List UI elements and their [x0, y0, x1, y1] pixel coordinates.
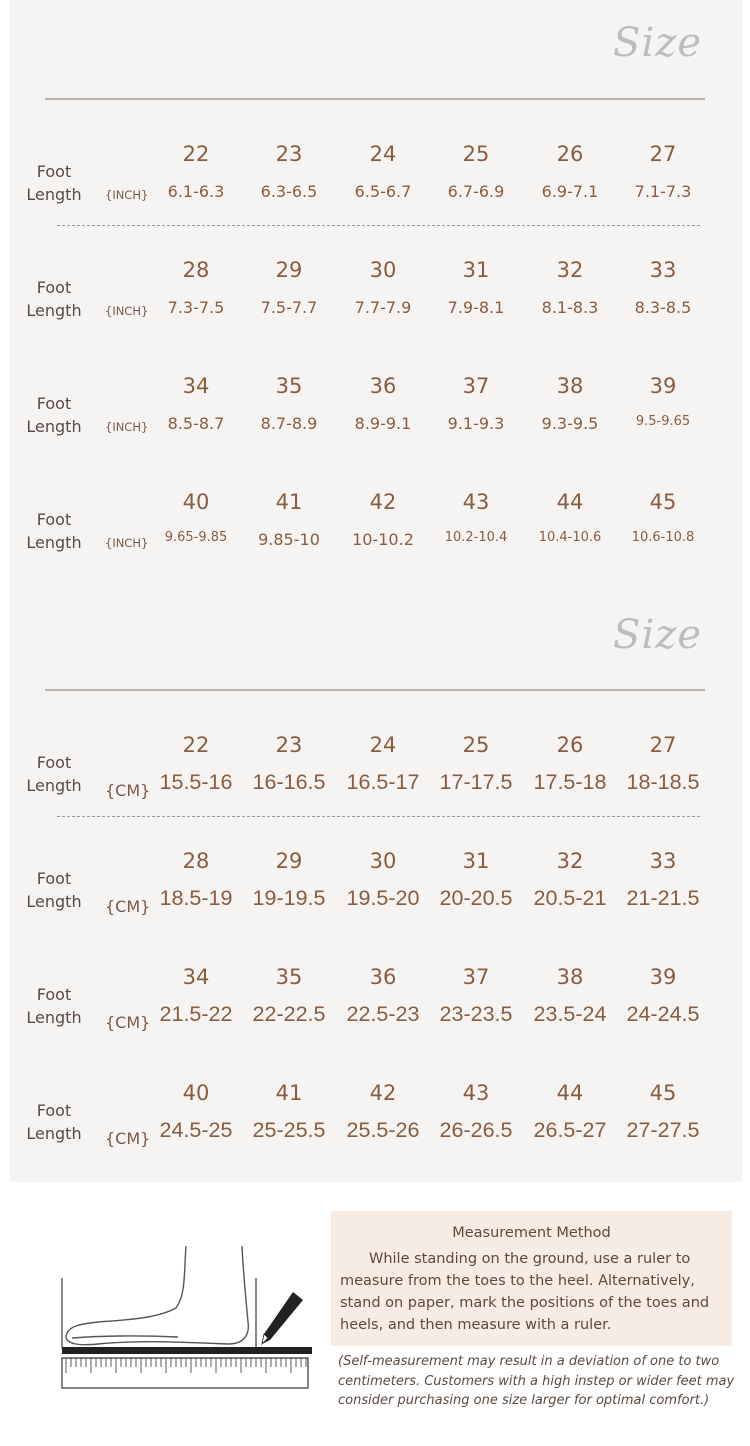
- foot-length-value: 16.5-17: [346, 770, 420, 794]
- pencil-icon: [262, 1292, 303, 1344]
- foot-length-value: 18.5-19: [159, 886, 233, 910]
- foot-length-value: 10.2-10.4: [444, 530, 508, 545]
- size-number: 36: [369, 965, 397, 989]
- size-number: 45: [649, 490, 677, 514]
- foot-label-line2: Length: [26, 301, 82, 320]
- size-number: 24: [369, 733, 397, 757]
- size-number: 42: [369, 1081, 397, 1105]
- size-number: 25: [462, 142, 490, 166]
- foot-length-value: 7.7-7.9: [354, 298, 412, 317]
- measurement-note: (Self-measurement may result in a deviation of one to two centimeters. Customers with a high instep or wider feet may consider purchasing one size larger for optimal comfort.): [338, 1354, 735, 1408]
- foot-length-value: 26.5-27: [533, 1118, 607, 1142]
- foot-label-line2: Length: [26, 417, 82, 436]
- foot-length-value: 20.5-21: [533, 886, 607, 910]
- size-number: 25: [462, 733, 490, 757]
- foot-length-value: 8.1-8.3: [541, 298, 599, 317]
- inch_section-unit-label: {INCH}: [105, 188, 149, 202]
- foot-length-value: 7.9-8.1: [447, 298, 505, 317]
- size-number: 23: [275, 733, 303, 757]
- foot-length-value: 9.85-10: [258, 530, 320, 549]
- cm_section-foot-label: [24, 751, 84, 797]
- size-number: 29: [275, 849, 303, 873]
- foot-length-value: 7.1-7.3: [634, 182, 692, 201]
- size-number: 37: [462, 965, 490, 989]
- size-number: 38: [556, 965, 584, 989]
- foot-length-value: 9.3-9.5: [541, 414, 599, 433]
- cm-dashed-divider: [57, 816, 700, 817]
- foot-length-value: 6.1-6.3: [167, 182, 225, 201]
- foot-length-value: 6.5-6.7: [354, 182, 412, 201]
- foot-length-value: 9.1-9.3: [447, 414, 505, 433]
- inch_section-unit-label: {INCH}: [105, 536, 149, 550]
- size-number: 22: [182, 142, 210, 166]
- inch_section-unit-label: {INCH}: [105, 420, 149, 434]
- foot-length-value: 8.3-8.5: [634, 298, 692, 317]
- foot-length-value: 19-19.5: [252, 886, 326, 910]
- foot-label-line2: Length: [26, 776, 82, 795]
- measurement-method-box: [331, 1211, 732, 1346]
- foot-length-value: 26-26.5: [439, 1118, 513, 1142]
- foot-label-line2: Length: [26, 1008, 82, 1027]
- foot-length-value: 8.7-8.9: [260, 414, 318, 433]
- foot-length-value: 6.7-6.9: [447, 182, 505, 201]
- inch_section-foot-label: [24, 508, 84, 554]
- size-number: 41: [275, 1081, 303, 1105]
- foot-length-value: 6.3-6.5: [260, 182, 318, 201]
- measurement-method-text: While standing on the ground, use a ruler to measure from the toes to the heel. Alternatively, stand on paper, mark the positions of the toes and heels, and then measure with a ruler.: [340, 1251, 710, 1333]
- size-number: 24: [369, 142, 397, 166]
- foot-length-value: 9.5-9.65: [635, 414, 691, 429]
- cm_section-unit-label: {CM}: [105, 781, 151, 800]
- size-number: 38: [556, 374, 584, 398]
- cm_section-unit-label: {CM}: [105, 897, 151, 916]
- cm_section-unit-label: {CM}: [105, 1129, 151, 1148]
- foot-length-value: 17.5-18: [533, 770, 607, 794]
- foot-length-value: 25-25.5: [252, 1118, 326, 1142]
- foot-label-line1: Foot: [36, 510, 72, 529]
- size-number: 28: [182, 849, 210, 873]
- foot-length-value: 25.5-26: [346, 1118, 420, 1142]
- cm-size-title: Size: [613, 612, 702, 658]
- foot-label-line1: Foot: [36, 1101, 72, 1120]
- measurement-method-title: Measurement Method: [452, 1225, 611, 1241]
- foot-length-value: 24-24.5: [626, 1002, 700, 1026]
- size-number: 26: [556, 733, 584, 757]
- inch_section-foot-label: [24, 160, 84, 206]
- size-number: 34: [182, 965, 210, 989]
- size-number: 29: [275, 258, 303, 282]
- foot-length-value: 8.5-8.7: [167, 414, 225, 433]
- foot-label-line1: Foot: [36, 869, 72, 888]
- foot-length-value: 19.5-20: [346, 886, 420, 910]
- foot-label-line1: Foot: [36, 278, 72, 297]
- foot-length-value: 22-22.5: [252, 1002, 326, 1026]
- foot-length-value: 10.4-10.6: [538, 530, 602, 545]
- inch-title-rule: [45, 98, 705, 100]
- foot-length-value: 20-20.5: [439, 886, 513, 910]
- foot-length-value: 21-21.5: [626, 886, 700, 910]
- inch-size-title: Size: [613, 20, 702, 66]
- size-number: 39: [649, 965, 677, 989]
- foot-length-value: 23-23.5: [439, 1002, 513, 1026]
- size-number: 44: [556, 1081, 584, 1105]
- foot-length-value: 21.5-22: [159, 1002, 233, 1026]
- size-number: 43: [462, 490, 490, 514]
- size-number: 42: [369, 490, 397, 514]
- foot-length-value: 7.3-7.5: [167, 298, 225, 317]
- size-number: 31: [462, 849, 490, 873]
- size-number: 44: [556, 490, 584, 514]
- inch_section-unit-label: {INCH}: [105, 304, 149, 318]
- size-number: 23: [275, 142, 303, 166]
- foot-length-value: 22.5-23: [346, 1002, 420, 1026]
- foot-length-value: 17-17.5: [439, 770, 513, 794]
- size-number: 27: [649, 733, 677, 757]
- foot-length-value: 10.6-10.8: [631, 530, 695, 545]
- size-number: 26: [556, 142, 584, 166]
- ground-line: [62, 1347, 312, 1354]
- inch_section-foot-label: [24, 276, 84, 322]
- foot-length-value: 8.9-9.1: [354, 414, 412, 433]
- size-number: 43: [462, 1081, 490, 1105]
- foot-length-value: 15.5-16: [159, 770, 233, 794]
- size-number: 33: [649, 849, 677, 873]
- foot-label-line1: Foot: [36, 394, 72, 413]
- foot-label-line2: Length: [26, 1124, 82, 1143]
- cm-title-rule: [45, 689, 705, 691]
- size-number: 41: [275, 490, 303, 514]
- size-number: 32: [556, 849, 584, 873]
- cm_section-foot-label: [24, 867, 84, 913]
- foot-length-value: 10-10.2: [352, 530, 414, 549]
- cm_section-foot-label: [24, 983, 84, 1029]
- inch-dashed-divider: [57, 225, 700, 226]
- foot-length-value: 7.5-7.7: [260, 298, 318, 317]
- foot-label-line2: Length: [26, 185, 82, 204]
- size-number: 40: [182, 1081, 210, 1105]
- inch_section-foot-label: [24, 392, 84, 438]
- foot-label-line1: Foot: [36, 985, 72, 1004]
- foot-length-value: 6.9-7.1: [541, 182, 599, 201]
- size-number: 37: [462, 374, 490, 398]
- foot-measurement-illustration: [58, 1240, 318, 1400]
- foot-length-value: 24.5-25: [159, 1118, 233, 1142]
- foot-length-value: 9.65-9.85: [164, 530, 228, 545]
- size-number: 22: [182, 733, 210, 757]
- foot-length-value: 23.5-24: [533, 1002, 607, 1026]
- size-number: 35: [275, 965, 303, 989]
- size-number: 32: [556, 258, 584, 282]
- foot-outline-icon: [62, 1246, 256, 1348]
- size-number: 35: [275, 374, 303, 398]
- size-number: 30: [369, 849, 397, 873]
- foot-length-value: 27-27.5: [626, 1118, 700, 1142]
- foot-label-line2: Length: [26, 533, 82, 552]
- size-number: 33: [649, 258, 677, 282]
- size-number: 39: [649, 374, 677, 398]
- foot-label-line1: Foot: [36, 753, 72, 772]
- foot-label-line2: Length: [26, 892, 82, 911]
- size-number: 36: [369, 374, 397, 398]
- size-number: 27: [649, 142, 677, 166]
- foot-label-line1: Foot: [36, 162, 72, 181]
- cm_section-foot-label: [24, 1099, 84, 1145]
- size-number: 40: [182, 490, 210, 514]
- size-number: 30: [369, 258, 397, 282]
- cm_section-unit-label: {CM}: [105, 1013, 151, 1032]
- size-number: 45: [649, 1081, 677, 1105]
- size-number: 34: [182, 374, 210, 398]
- size-number: 31: [462, 258, 490, 282]
- ruler-icon: [62, 1358, 308, 1388]
- size-number: 28: [182, 258, 210, 282]
- foot-length-value: 18-18.5: [626, 770, 700, 794]
- foot-length-value: 16-16.5: [252, 770, 326, 794]
